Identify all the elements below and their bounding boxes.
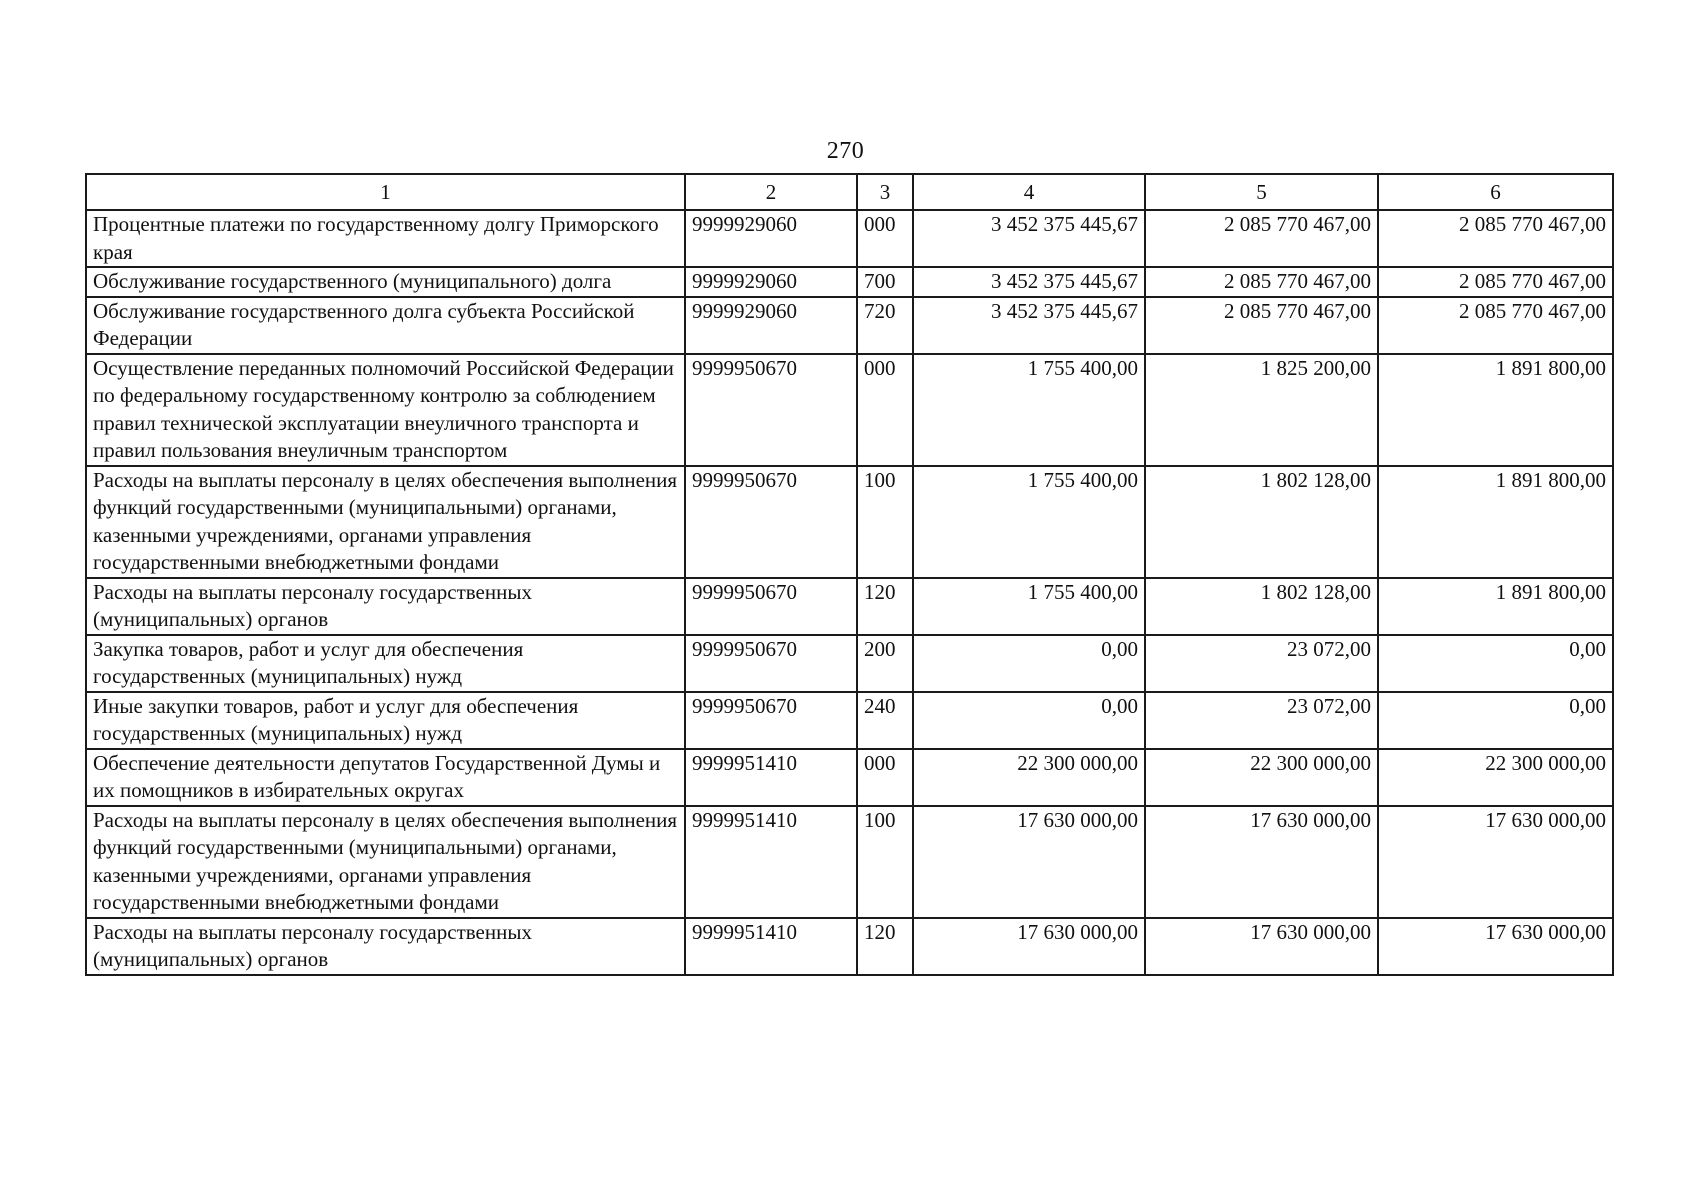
- amount-col5-cell: 2 085 770 467,00: [1145, 297, 1378, 354]
- expense-type-cell: 120: [857, 918, 913, 975]
- amount-col5-cell: 17 630 000,00: [1145, 918, 1378, 975]
- target-article-code-cell: 9999950670: [685, 578, 857, 635]
- amount-col4-cell: 3 452 375 445,67: [913, 297, 1145, 354]
- column-header: 3: [857, 174, 913, 210]
- amount-col6-cell: 17 630 000,00: [1378, 806, 1613, 918]
- target-article-code-cell: 9999950670: [685, 635, 857, 692]
- amount-col4-cell: 17 630 000,00: [913, 806, 1145, 918]
- amount-col5-cell: 23 072,00: [1145, 635, 1378, 692]
- table-row: [86, 918, 1613, 975]
- expense-type-cell: 000: [857, 210, 913, 267]
- row-name-cell: Процентные платежи по государственному долгу Приморского края: [86, 210, 685, 267]
- expense-type-cell: 240: [857, 692, 913, 749]
- amount-col5-cell: 1 802 128,00: [1145, 466, 1378, 578]
- column-header: 1: [86, 174, 685, 210]
- expense-type-cell: 000: [857, 749, 913, 806]
- table-row: [86, 749, 1613, 806]
- table-row: [86, 692, 1613, 749]
- column-header: 5: [1145, 174, 1378, 210]
- target-article-code-cell: 9999929060: [685, 210, 857, 267]
- amount-col4-cell: 22 300 000,00: [913, 749, 1145, 806]
- expense-type-cell: 720: [857, 297, 913, 354]
- amount-col6-cell: 2 085 770 467,00: [1378, 267, 1613, 297]
- expense-type-cell: 700: [857, 267, 913, 297]
- amount-col5-cell: 2 085 770 467,00: [1145, 210, 1378, 267]
- amount-col6-cell: 0,00: [1378, 635, 1613, 692]
- table-row: [86, 466, 1613, 578]
- expense-type-cell: 000: [857, 354, 913, 466]
- amount-col5-cell: 2 085 770 467,00: [1145, 267, 1378, 297]
- amount-col4-cell: 17 630 000,00: [913, 918, 1145, 975]
- table-row: [86, 354, 1613, 466]
- column-header: 6: [1378, 174, 1613, 210]
- amount-col4-cell: 0,00: [913, 692, 1145, 749]
- budget-table: [85, 173, 1614, 976]
- amount-col4-cell: 1 755 400,00: [913, 466, 1145, 578]
- amount-col5-cell: 17 630 000,00: [1145, 806, 1378, 918]
- amount-col4-cell: 3 452 375 445,67: [913, 210, 1145, 267]
- amount-col6-cell: 2 085 770 467,00: [1378, 210, 1613, 267]
- expense-type-cell: 120: [857, 578, 913, 635]
- amount-col6-cell: 2 085 770 467,00: [1378, 297, 1613, 354]
- table-row: [86, 267, 1613, 297]
- table-row: [86, 297, 1613, 354]
- row-name-cell: Иные закупки товаров, работ и услуг для обеспечения государственных (муниципальных) нужд: [86, 692, 685, 749]
- amount-col4-cell: 3 452 375 445,67: [913, 267, 1145, 297]
- target-article-code-cell: 9999951410: [685, 918, 857, 975]
- amount-col5-cell: 22 300 000,00: [1145, 749, 1378, 806]
- amount-col5-cell: 23 072,00: [1145, 692, 1378, 749]
- table-row: [86, 210, 1613, 267]
- amount-col6-cell: 22 300 000,00: [1378, 749, 1613, 806]
- target-article-code-cell: 9999929060: [685, 297, 857, 354]
- amount-col4-cell: 0,00: [913, 635, 1145, 692]
- row-name-cell: Расходы на выплаты персоналу государственных (муниципальных) органов: [86, 578, 685, 635]
- target-article-code-cell: 9999951410: [685, 749, 857, 806]
- row-name-cell: Расходы на выплаты персоналу в целях обеспечения выполнения функций государственными (муниципальными) органами, казенными учреждениями, органами управления государственными внебюджетными фондами: [86, 806, 685, 918]
- amount-col5-cell: 1 825 200,00: [1145, 354, 1378, 466]
- row-name-cell: Расходы на выплаты персоналу государственных (муниципальных) органов: [86, 918, 685, 975]
- column-header: 4: [913, 174, 1145, 210]
- row-name-cell: Закупка товаров, работ и услуг для обеспечения государственных (муниципальных) нужд: [86, 635, 685, 692]
- amount-col6-cell: 17 630 000,00: [1378, 918, 1613, 975]
- row-name-cell: Обслуживание государственного (муниципального) долга: [86, 267, 685, 297]
- row-name-cell: Обеспечение деятельности депутатов Государственной Думы и их помощников в избирательных округах: [86, 749, 685, 806]
- row-name-cell: Обслуживание государственного долга субъекта Российской Федерации: [86, 297, 685, 354]
- amount-col6-cell: 0,00: [1378, 692, 1613, 749]
- table-row: [86, 578, 1613, 635]
- header-row: [86, 174, 1613, 210]
- target-article-code-cell: 9999950670: [685, 466, 857, 578]
- expense-type-cell: 100: [857, 466, 913, 578]
- amount-col5-cell: 1 802 128,00: [1145, 578, 1378, 635]
- target-article-code-cell: 9999950670: [685, 354, 857, 466]
- column-header: 2: [685, 174, 857, 210]
- target-article-code-cell: 9999950670: [685, 692, 857, 749]
- target-article-code-cell: 9999929060: [685, 267, 857, 297]
- table-row: [86, 635, 1613, 692]
- table-row: [86, 806, 1613, 918]
- amount-col6-cell: 1 891 800,00: [1378, 354, 1613, 466]
- expense-type-cell: 100: [857, 806, 913, 918]
- amount-col6-cell: 1 891 800,00: [1378, 466, 1613, 578]
- target-article-code-cell: 9999951410: [685, 806, 857, 918]
- amount-col6-cell: 1 891 800,00: [1378, 578, 1613, 635]
- amount-col4-cell: 1 755 400,00: [913, 578, 1145, 635]
- page-number: 270: [826, 138, 865, 164]
- row-name-cell: Расходы на выплаты персоналу в целях обеспечения выполнения функций государственными (муниципальными) органами, казенными учреждениями, органами управления государственными внебюджетными фондами: [86, 466, 685, 578]
- row-name-cell: Осуществление переданных полномочий Российской Федерации по федеральному государственному контролю за соблюдением правил технической эксплуатации внеуличного транспорта и правил пользования внеуличным транспортом: [86, 354, 685, 466]
- expense-type-cell: 200: [857, 635, 913, 692]
- amount-col4-cell: 1 755 400,00: [913, 354, 1145, 466]
